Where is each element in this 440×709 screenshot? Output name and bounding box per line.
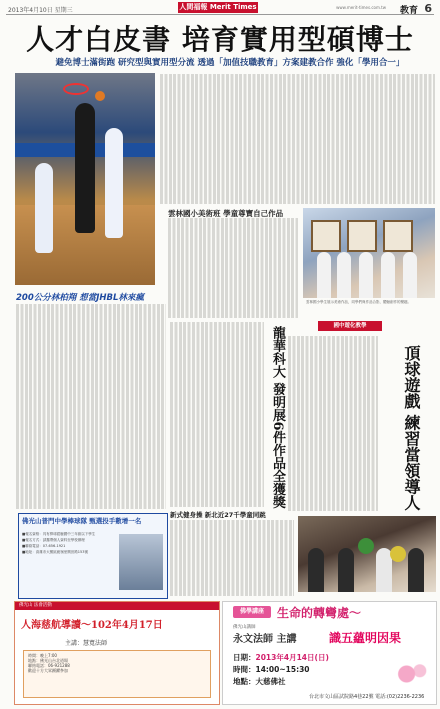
body-text-block xyxy=(170,520,294,596)
fitness-article-title: 新式健身操 新北近27千學童同跳 xyxy=(170,511,266,519)
page-number: 6 xyxy=(424,2,432,15)
ad-strip: 佛光山 法會活動 xyxy=(15,602,219,610)
masthead xyxy=(6,2,434,15)
ad-address: 台北市文山區試院路4巷22號 電話:(02)2236-2236 xyxy=(309,694,425,700)
ad-info-line: 時間：晚上7:00 xyxy=(28,653,57,658)
recruit-line: ■聯絡電話：07-656-1921 xyxy=(22,544,66,548)
section-tag: 國中遊化教學 xyxy=(318,321,382,331)
ad-right-title: 生命的轉彎處～ xyxy=(277,606,362,620)
main-subhead: 避免博士滿街跑 研究型與實用型分流 透過「加值技職教育」方案建教合作 強化「學用合一」 xyxy=(55,58,405,68)
recruit-title: 佛光山普門中學棒球隊 甄選投手數增一名 xyxy=(22,517,142,525)
brand-logo: 人間福報 Merit Times xyxy=(179,3,257,11)
ad-left-info xyxy=(23,650,211,698)
flower-icon xyxy=(389,658,433,690)
body-text-block xyxy=(160,74,435,204)
basketball-photo xyxy=(15,73,155,285)
ad-date-value: 2013年4月14日(日) xyxy=(255,653,329,662)
ad-venue-row: 地點：大慈佛社 xyxy=(233,677,286,686)
ad-date-row xyxy=(233,652,329,663)
body-text-block xyxy=(16,304,166,509)
ad-left-master: 主講：慧寬法師 xyxy=(65,640,108,647)
body-text-block xyxy=(288,336,378,511)
ad-time-row: 時間：14:00~15:30 xyxy=(233,665,310,674)
body-text-block xyxy=(168,218,298,318)
ad-left-title: 人海慈航導讀～102年4月17日 xyxy=(21,620,163,631)
ad-info-line: 地點：佛光山台北道場 xyxy=(28,658,68,663)
site-url: www.merit-times.com.tw xyxy=(336,5,386,10)
main-headline: 人才白皮書 培育實用型碩博士 xyxy=(26,23,414,56)
ad-right-highlight: 識五蘊明因果 xyxy=(329,631,402,645)
ad-date-label: 日期： xyxy=(233,653,256,662)
baseball-recruit-box xyxy=(18,513,168,599)
gym-ball-icon xyxy=(358,538,374,554)
fitness-photo xyxy=(298,516,436,592)
ad-right-master: 永文法師 主講 xyxy=(233,634,297,645)
ad-right-sub: 佛光山講師 xyxy=(233,625,256,630)
ad-badge: 佛學講座 xyxy=(233,606,271,618)
recruit-line: ■地址：高雄市大樹區統嶺里興田路153號 xyxy=(22,550,88,554)
ad-info-line: 聯絡電話：06-921288 xyxy=(28,663,70,668)
section-name: 教育 xyxy=(399,6,418,16)
baseball-photo xyxy=(119,534,163,590)
invention-article-title: 龍華科大 發明展6件作品全獲獎 xyxy=(270,326,285,509)
body-text-block xyxy=(170,322,264,507)
ad-info-line: 歡迎十方大眾踴躍參加 xyxy=(28,668,68,673)
basketball-icon xyxy=(95,91,105,101)
leadership-game-title: 頂球遊戲 練習當領導人 xyxy=(402,345,421,511)
art-article-title: 雲林國小美術班 學童尊寶自己作品 xyxy=(168,209,284,218)
hoop-icon xyxy=(63,83,89,95)
recruit-line: ■報名方式：請攜帶個人資料至學校辦理 xyxy=(22,538,85,542)
recruit-line: ■報名資格：具有棒球經驗國中三年級以下學生 xyxy=(22,532,96,536)
art-photo-caption: 雲林國小學生展示美術作品，同學們與作品合影，體驗創作的樂趣。 xyxy=(306,300,411,304)
art-class-photo xyxy=(303,208,435,298)
lecture-ad xyxy=(222,601,437,705)
basketball-caption: 200公分林柏翔 想當JHBL林來瘋 xyxy=(16,293,144,303)
issue-date: 2013年4月10日 星期三 xyxy=(8,7,73,14)
gym-ball-icon xyxy=(390,546,406,562)
dharma-talk-ad xyxy=(14,601,220,705)
